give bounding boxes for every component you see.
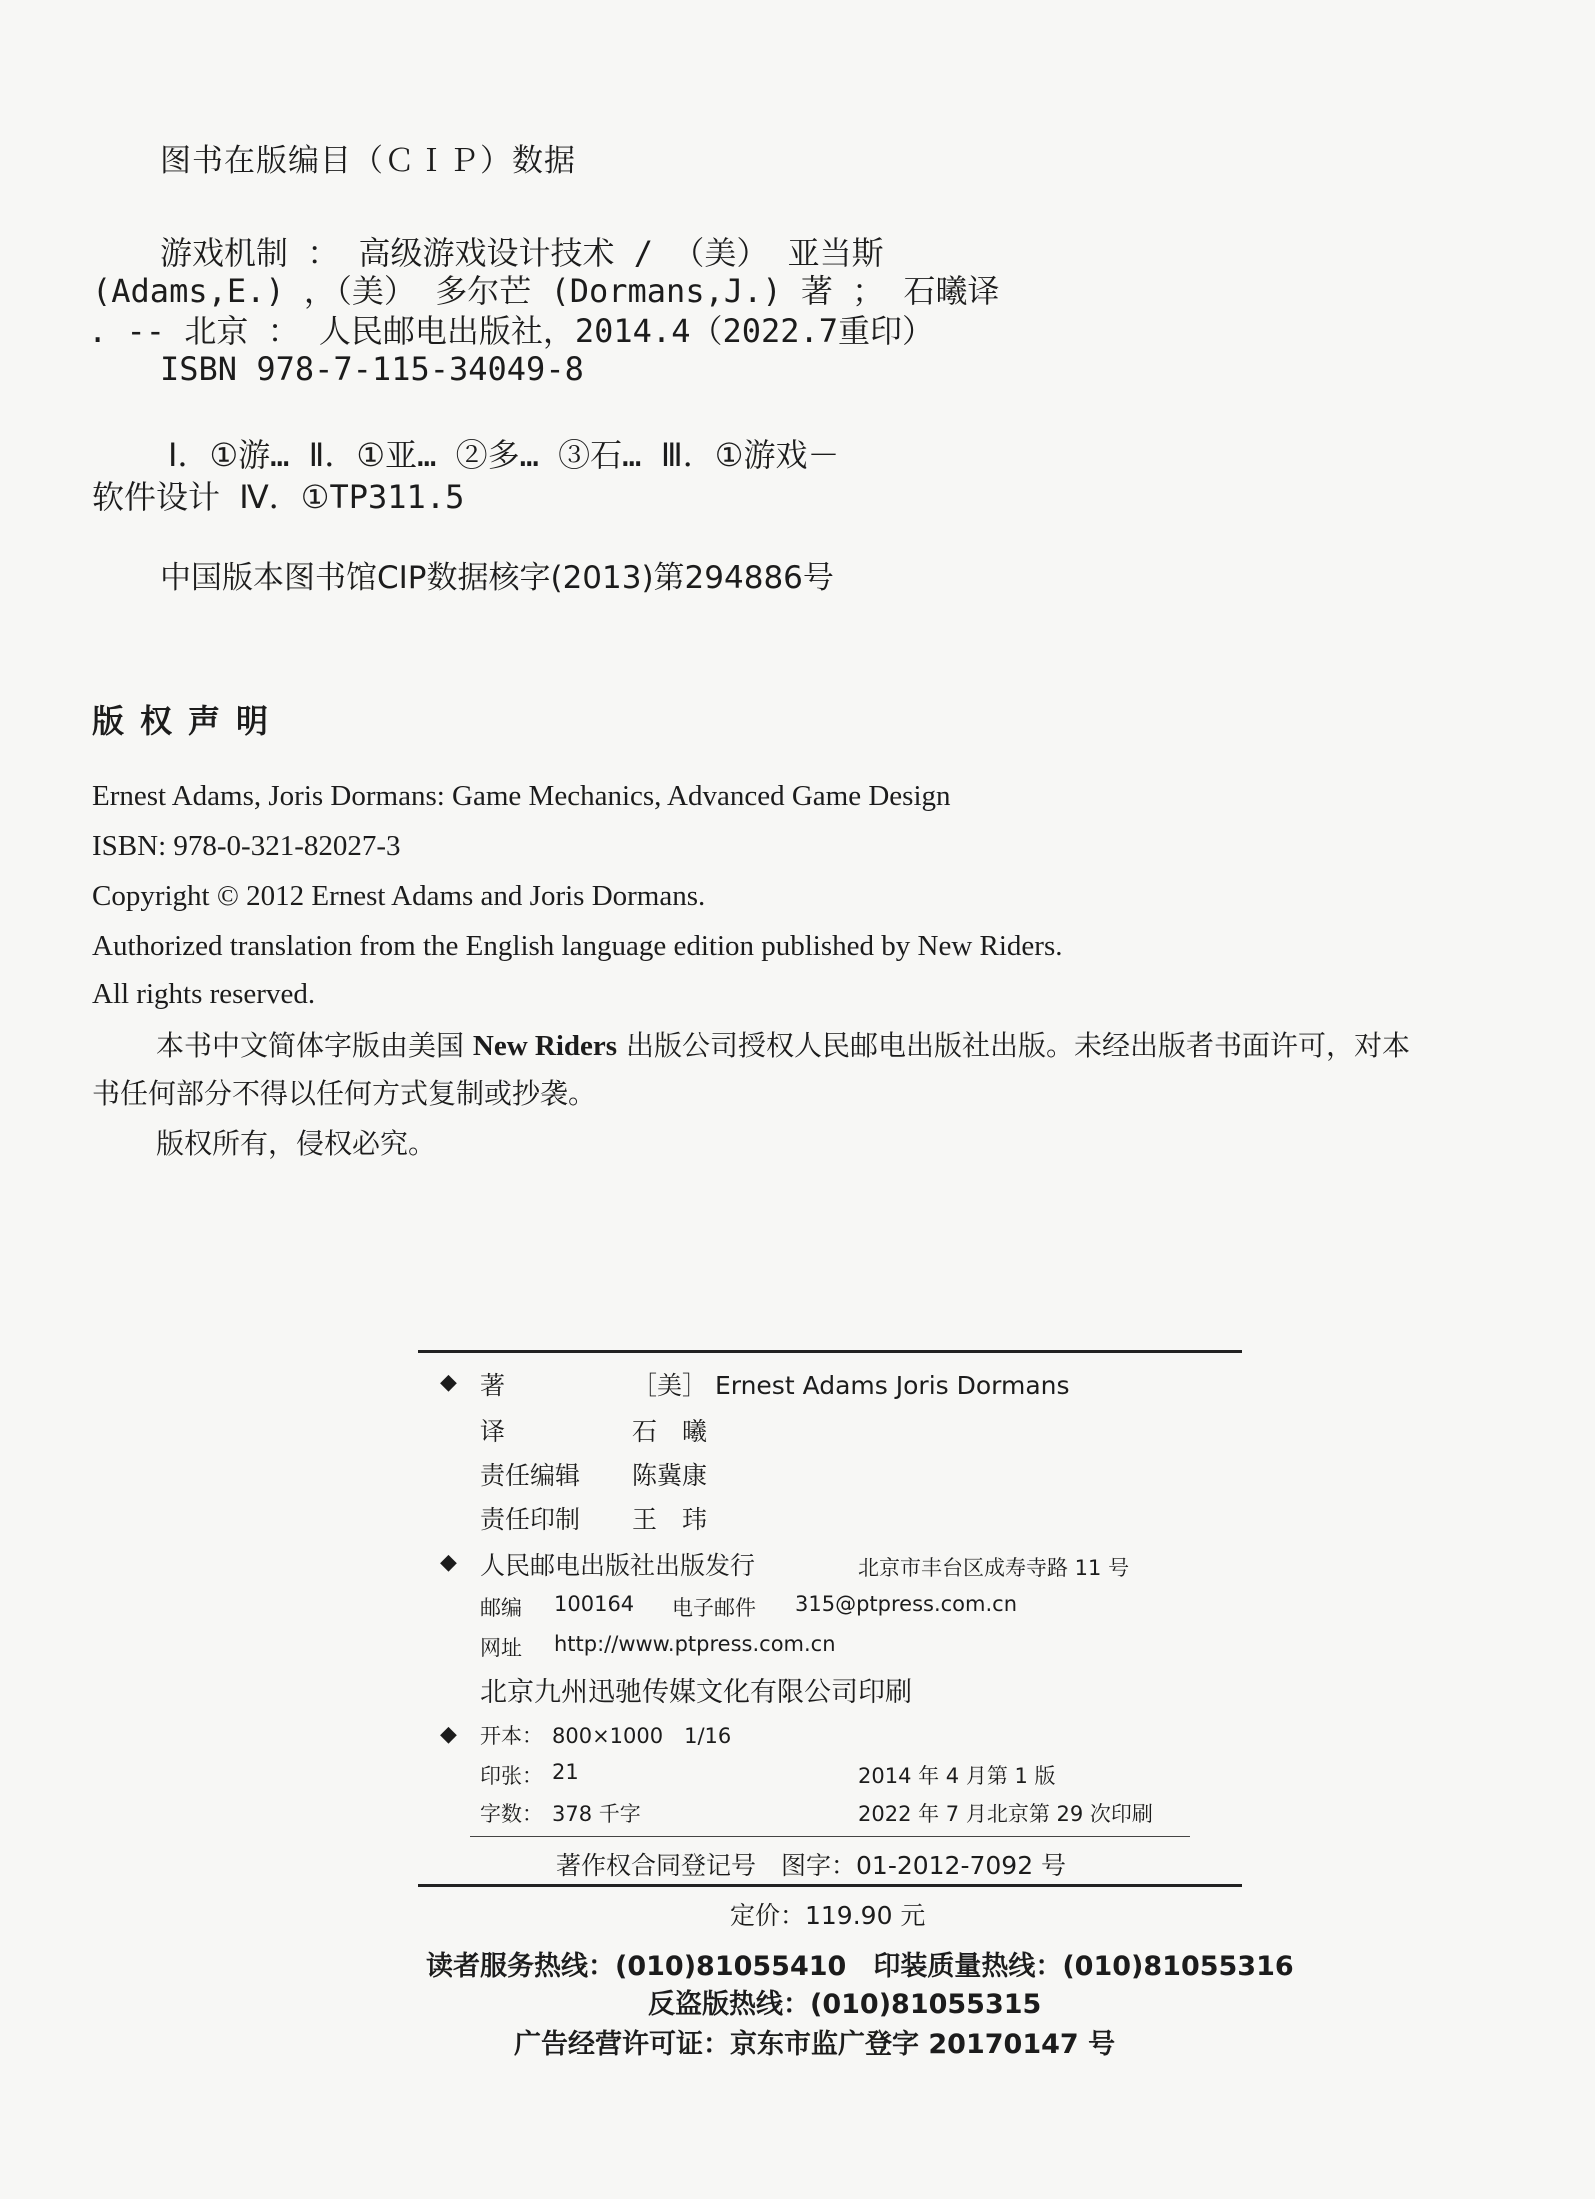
postcode-label: 邮编 xyxy=(480,1596,522,1620)
edition: 2014 年 4 月第 1 版 xyxy=(858,1764,1056,1788)
ad-license: 广告经营许可证：京东市监广登字 20170147 号 xyxy=(514,2029,1116,2060)
cip-title: 图书在版编目（ＣＩＰ）数据 xyxy=(160,143,576,179)
cip-class-2: 软件设计 Ⅳ．①TP311.5 xyxy=(92,478,465,516)
credits-mid-rule xyxy=(470,1836,1190,1837)
copyright-cn-para-1 xyxy=(156,1024,1410,1064)
printing: 2022 年 7 月北京第 29 次印刷 xyxy=(858,1802,1153,1826)
sheets-value: 21 xyxy=(552,1760,579,1784)
cip-line-1: 游戏机制 ： 高级游戏设计技术 / （美） 亚当斯 xyxy=(160,234,884,272)
email-label: 电子邮件 xyxy=(672,1596,756,1620)
words-label: 字数： xyxy=(480,1802,543,1826)
cip-line-3: . -- 北京 ： 人民邮电出版社，2014.4（2022.7重印） xyxy=(88,312,935,350)
copyright-heading: 版权声明 xyxy=(92,702,285,740)
cip-class-1: Ⅰ．①游… Ⅱ．①亚… ②多… ③石… Ⅲ．①游戏－ xyxy=(168,436,840,474)
diamond-bullet-icon: ◆ xyxy=(440,1722,457,1747)
editor-value: 陈冀康 xyxy=(632,1461,708,1490)
author-value: ［美］ Ernest Adams Joris Dormans xyxy=(632,1371,1070,1400)
translator-label: 译 xyxy=(480,1417,506,1446)
cip-isbn: ISBN 978-7-115-34049-8 xyxy=(160,350,584,388)
website: http://www.ptpress.com.cn xyxy=(554,1632,836,1656)
printer-name: 北京九州迅驰传媒文化有限公司印刷 xyxy=(480,1677,912,1708)
copyright-en-line-2: ISBN: 978-0-321-82027-3 xyxy=(92,830,401,862)
copyright-en-line-3: Copyright © 2012 Ernest Adams and Joris Dormans. xyxy=(92,880,706,912)
print-supervisor-value: 王 玮 xyxy=(632,1505,708,1534)
anti-piracy-hotline: 反盗版热线：(010)81055315 xyxy=(648,1989,1042,2020)
copyright-en-line-1: Ernest Adams, Joris Dormans: Game Mechanics, Advanced Game Design xyxy=(92,780,951,812)
contract-number: 著作权合同登记号 图字：01-2012-7092 号 xyxy=(556,1851,1067,1880)
postcode: 100164 xyxy=(554,1592,635,1616)
copyright-cn-para-1a: 本书中文简体字版由美国 xyxy=(156,1029,473,1062)
publisher-name: 人民邮电出版社出版发行 xyxy=(480,1551,756,1580)
print-supervisor-label: 责任印制 xyxy=(480,1505,581,1534)
translator-value: 石 曦 xyxy=(632,1417,708,1446)
copyright-cn-para-3: 版权所有，侵权必究。 xyxy=(156,1127,437,1160)
copyright-en-line-4: Authorized translation from the English language edition published by New Riders. xyxy=(92,930,1063,962)
cip-record-no: 中国版本图书馆CIP数据核字(2013)第294886号 xyxy=(160,560,834,596)
format-label: 开本： xyxy=(480,1724,543,1748)
format-value: 800×1000 1/16 xyxy=(552,1724,732,1748)
copyright-cn-para-1b: 出版公司授权人民邮电出版社出版。未经出版者书面许可，对本 xyxy=(617,1029,1410,1062)
copyright-publisher-name: New Riders xyxy=(472,1030,618,1062)
copyright-cn-para-2: 书任何部分不得以任何方式复制或抄袭。 xyxy=(92,1077,597,1110)
words-value: 378 千字 xyxy=(552,1802,641,1826)
author-label: 著 xyxy=(480,1371,506,1400)
service-hotlines: 读者服务热线：(010)81055410 印装质量热线：(010)81055316 xyxy=(426,1951,1294,1982)
credits-bottom-rule xyxy=(418,1884,1242,1887)
email: 315@ptpress.com.cn xyxy=(795,1592,1018,1616)
editor-label: 责任编辑 xyxy=(480,1461,581,1490)
sheets-label: 印张： xyxy=(480,1764,543,1788)
publisher-address: 北京市丰台区成寿寺路 11 号 xyxy=(858,1556,1130,1580)
credits-top-rule xyxy=(418,1350,1242,1353)
cip-line-2: (Adams,E.) ，（美） 多尔芒 (Dormans,J.) 著 ； 石曦译 xyxy=(92,272,1000,310)
copyright-en-line-5: All rights reserved. xyxy=(92,978,316,1010)
diamond-bullet-icon: ◆ xyxy=(440,1370,457,1395)
diamond-bullet-icon: ◆ xyxy=(440,1550,457,1575)
website-label: 网址 xyxy=(480,1636,522,1660)
price: 定价：119.90 元 xyxy=(730,1901,926,1930)
